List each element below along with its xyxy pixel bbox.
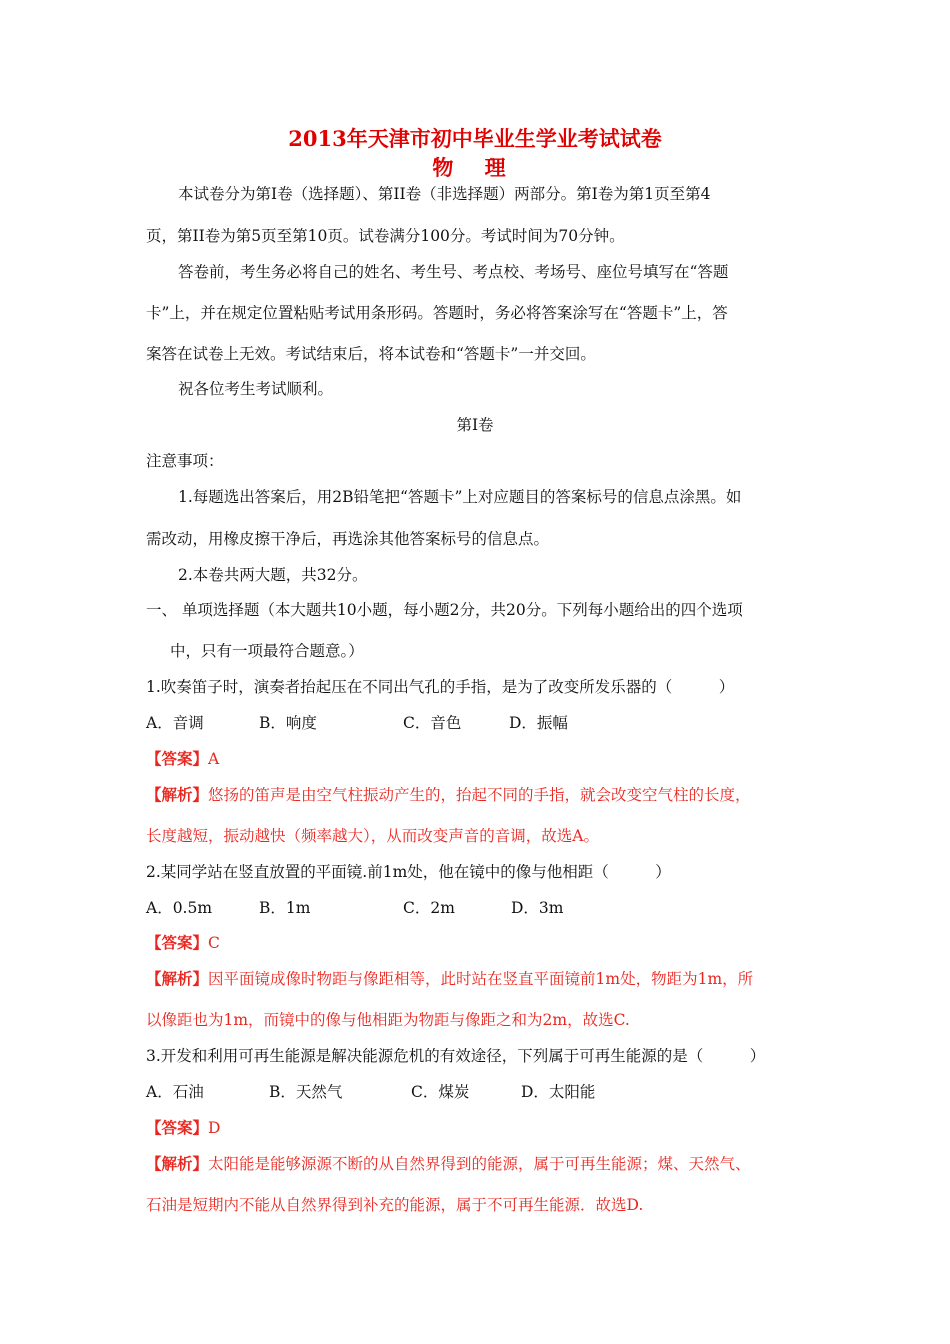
analysis-line — [146, 968, 753, 990]
option-b: B．天然气 — [269, 1083, 343, 1101]
analysis-tag: 【解析】 — [146, 785, 209, 804]
intro-line: 本试卷分为第Ⅰ卷（选择题）、第II卷（非选择题）两部分。第Ⅰ卷为第1页至第4 — [178, 185, 711, 203]
option-c: C．2m — [403, 899, 455, 917]
analysis-line — [146, 1153, 751, 1175]
option-d: D．3m — [511, 899, 564, 917]
analysis-text: 以像距也为1m，而镜中的像与他相距为物距与像距之和为2m，故选C. — [146, 1011, 630, 1029]
answer-tag: 【答案】 — [146, 749, 209, 768]
option-c: C．煤炭 — [411, 1083, 470, 1101]
question-stem: 3.开发和利用可再生能源是解决能源危机的有效途径，下列属于可再生能源的是（ ） — [146, 1047, 766, 1065]
analysis-tag: 【解析】 — [146, 1154, 209, 1173]
option-a: A．0.5m — [146, 899, 213, 917]
answer-value: D — [208, 1119, 221, 1137]
notes-heading: 注意事项： — [146, 452, 224, 470]
option-a: A．音调 — [146, 714, 204, 732]
answer-line — [146, 748, 219, 770]
answer-value: C — [208, 934, 220, 952]
intro-line: 答卷前，考生务必将自己的姓名、考生号、考点校、考场号、座位号填写在“答题 — [178, 263, 729, 281]
analysis-tag: 【解析】 — [146, 969, 209, 988]
section-title: 第Ⅰ卷 — [456, 416, 494, 434]
intro-line: 页，第II卷为第5页至第10页。试卷满分100分。考试时间为70分钟。 — [146, 227, 625, 245]
option-c: C．音色 — [403, 714, 462, 732]
answer-value: A — [208, 750, 220, 768]
question-stem: 2.某同学站在竖直放置的平面镜.前1m处，他在镜中的像与他相距（ ） — [146, 863, 671, 881]
option-a: A．石油 — [146, 1083, 204, 1101]
note-item: 需改动，用橡皮擦干净后，再选涂其他答案标号的信息点。 — [146, 530, 550, 548]
answer-line — [146, 1117, 220, 1139]
intro-line: 祝各位考生考试顺利。 — [178, 380, 334, 398]
analysis-text: 石油是短期内不能从自然界得到补充的能源，属于不可再生能源．故选D. — [146, 1196, 644, 1214]
option-d: D．太阳能 — [521, 1083, 596, 1101]
analysis-text: 因平面镜成像时物距与像距相等，此时站在竖直平面镜前1m处，物距为1m，所 — [208, 970, 754, 988]
analysis-text: 太阳能是能够源源不断的从自然界得到的能源，属于可再生能源；煤、天然气、 — [208, 1155, 751, 1173]
note-item: 2.本卷共两大题，共32分。 — [178, 566, 368, 584]
option-b: B．响度 — [259, 714, 317, 732]
question-stem: 1.吹奏笛子时，演奏者抬起压在不同出气孔的手指，是为了改变所发乐器的（ ） — [146, 678, 735, 696]
analysis-line — [146, 784, 751, 806]
intro-line: 案答在试卷上无效。考试结束后，将本试卷和“答题卡”一并交回。 — [146, 345, 596, 363]
exam-subject: 物 理 — [432, 155, 518, 180]
answer-tag: 【答案】 — [146, 1118, 209, 1137]
analysis-text: 悠扬的笛声是由空气柱振动产生的，抬起不同的手指，就会改变空气柱的长度， — [208, 786, 751, 804]
option-d: D．振幅 — [509, 714, 568, 732]
intro-line: 卡”上，并在规定位置粘贴考试用条形码。答题时，务必将答案涂写在“答题卡”上，答 — [146, 304, 728, 322]
part-heading: 中，只有一项最符合题意。） — [170, 642, 364, 660]
note-item: 1.每题选出答案后，用2B铅笔把“答题卡”上对应题目的答案标号的信息点涂黑。如 — [178, 488, 742, 506]
answer-line — [146, 932, 220, 954]
answer-tag: 【答案】 — [146, 933, 209, 952]
part-heading: 一、 单项选择题（本大题共10小题，每小题2分，共20分。下列每小题给出的四个选项 — [146, 601, 743, 619]
exam-title: 2013年天津市初中毕业生学业考试试卷 — [288, 126, 662, 151]
analysis-text: 长度越短，振动越快（频率越大），从而改变声音的音调，故选A。 — [146, 827, 599, 845]
option-b: B．1m — [259, 899, 311, 917]
